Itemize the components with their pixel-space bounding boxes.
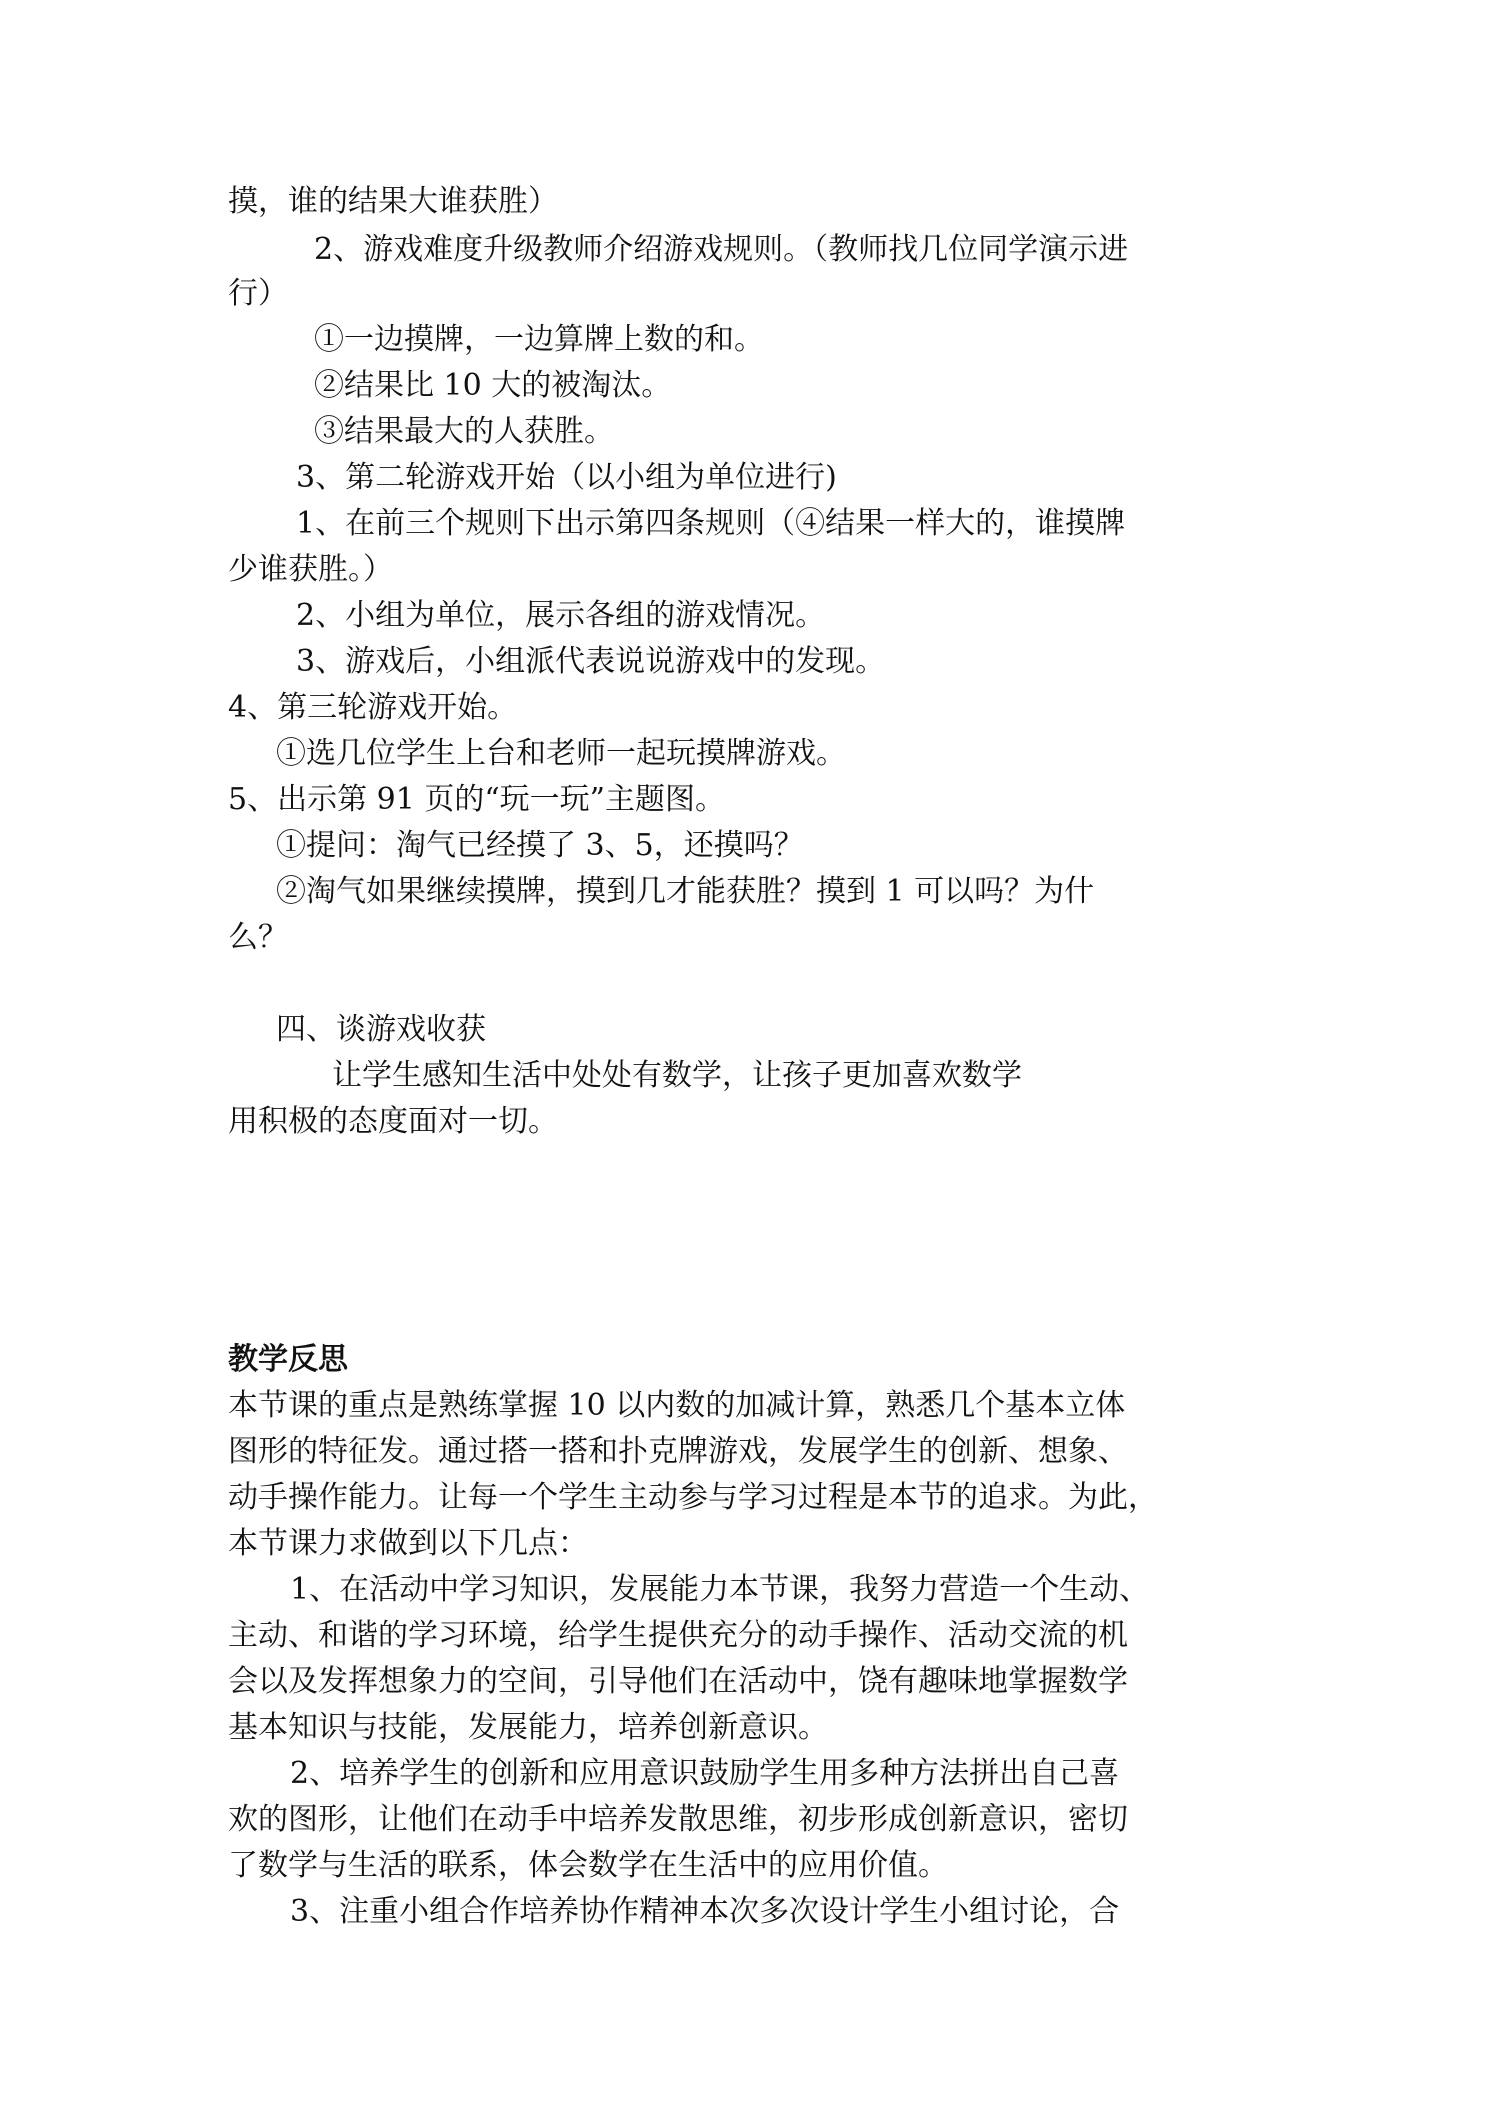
text-line: 基本知识与技能，发展能力，培养创新意识。: [228, 1710, 828, 1745]
text-line: 让学生感知生活中处处有数学，让孩子更加喜欢数学: [332, 1058, 1022, 1093]
text-line: 么？: [228, 920, 288, 955]
text-line: 2、小组为单位，展示各组的游戏情况。: [296, 598, 826, 633]
text-line: ③结果最大的人获胜。: [314, 414, 614, 449]
section-title: 四、谈游戏收获: [276, 1012, 486, 1047]
text-line: 4、第三轮游戏开始。: [228, 690, 518, 725]
text-line: 2、培养学生的创新和应用意识鼓励学生用多种方法拼出自己喜: [290, 1756, 1120, 1791]
text-line: 行）: [228, 276, 288, 311]
text-line: ①选几位学生上台和老师一起玩摸牌游戏。: [276, 736, 846, 771]
text-line: 5、出示第 91 页的“玩一玩”主题图。: [228, 782, 726, 817]
text-line: 3、游戏后，小组派代表说说游戏中的发现。: [296, 644, 886, 679]
text-line: ①提问：淘气已经摸了 3、5，还摸吗？: [276, 828, 804, 863]
text-line: ②淘气如果继续摸牌，摸到几才能获胜？摸到 1 可以吗？为什: [276, 874, 1095, 909]
text-line: 3、第二轮游戏开始（以小组为单位进行): [296, 460, 837, 495]
text-line: 1、在活动中学习知识，发展能力本节课，我努力营造一个生动、: [290, 1572, 1150, 1607]
text-line: 2、游戏难度升级教师介绍游戏规则。（教师找几位同学演示进: [314, 232, 1129, 267]
text-line: 会以及发挥想象力的空间，引导他们在活动中，饶有趣味地掌握数学: [228, 1664, 1128, 1699]
text-line: 少谁获胜。）: [228, 552, 393, 587]
text-line: 本节课力求做到以下几点：: [228, 1526, 588, 1561]
text-line: 3、注重小组合作培养协作精神本次多次设计学生小组讨论，合: [290, 1894, 1120, 1929]
text-line: 欢的图形，让他们在动手中培养发散思维，初步形成创新意识，密切: [228, 1802, 1128, 1837]
text-line: 摸，谁的结果大谁获胜）: [228, 184, 558, 219]
text-line: ①一边摸牌，一边算牌上数的和。: [314, 322, 764, 357]
text-line: 1、在前三个规则下出示第四条规则（④结果一样大的，谁摸牌: [296, 506, 1126, 541]
text-line: ②结果比 10 大的被淘汰。: [314, 368, 672, 403]
text-line: 用积极的态度面对一切。: [228, 1104, 558, 1139]
text-line: 主动、和谐的学习环境，给学生提供充分的动手操作、活动交流的机: [228, 1618, 1128, 1653]
text-line: 了数学与生活的联系，体会数学在生活中的应用价值。: [228, 1848, 948, 1883]
text-line: 本节课的重点是熟练掌握 10 以内数的加减计算，熟悉几个基本立体: [228, 1388, 1126, 1423]
text-line: 动手操作能力。让每一个学生主动参与学习过程是本节的追求。为此，: [228, 1480, 1158, 1515]
text-line: 图形的特征发。通过搭一搭和扑克牌游戏，发展学生的创新、想象、: [228, 1434, 1128, 1469]
reflection-heading: 教学反思: [228, 1342, 348, 1377]
